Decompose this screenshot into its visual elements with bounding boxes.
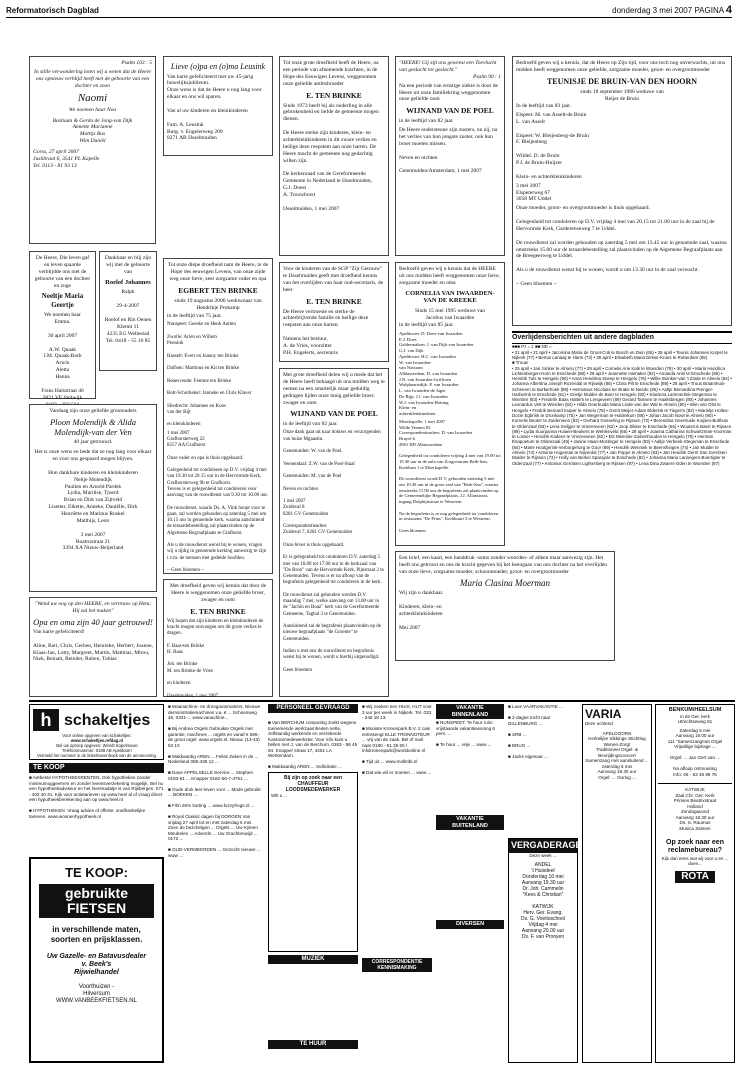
death-ad-teunisje	[512, 56, 732, 326]
years: 40 jaar getrouwd.	[73, 439, 113, 446]
verse: "Wend uw oog op den HEERE, en vertrouw op Hem; Hij zal het maken"	[34, 601, 152, 614]
intro: Na een periode van ernstige ziekte is door de Heere uit onze familiekring weggenomen onze geliefde oom	[399, 82, 498, 103]
bike-ad-address: Voorthuizen - Hilversum WWW.VANBEEKFIETSEN.NL	[56, 983, 137, 1005]
death-ad-cornelia	[395, 262, 505, 546]
age: in de leeftijd van 85 jaar.	[399, 321, 454, 328]
section-vakantie-binnenland: VAKANTIE BINNENLAND	[436, 704, 504, 719]
chauffeur-ad	[268, 772, 358, 952]
sub: sinds 19 augustus 2006 weduwnaar van Hendrikje Prokamp	[174, 297, 262, 311]
promo-title: Op zoek naar een reclamebureau?	[666, 839, 724, 855]
deceased-name: E. TEN BRINKE	[306, 296, 362, 306]
body: De Heere ondersteune zijn zusters, nu zij, na het verlies van hun jongste zuster, ook hun broer moeten missen. Neven en nichten Genemuiden/Amsterdam, 1 mei 2007	[399, 127, 498, 175]
body: Van harte gefeliciteerd! Aline, Bart, Chris, Gerben, Henrieke, Herbert, Joanne, Klaas-Jan, Lotty, Margreet, Martin, Matthias, Mirou, Niek, Reinalt, Reinder, Ruben, Tobias	[33, 628, 153, 663]
deceased-name: WIJNAND VAN DE POEL	[290, 409, 378, 419]
age: in de leeftijd van 82 jaar.	[399, 118, 454, 125]
body: Moerkapelle, 1 mei 2007 Wilde Veenen 83 Correspondentieadres: D. van Iwaarden Bruyel 6 2861 HD Albiasserdam Gelegenheid tot condoleren vrijdag 4 mei van 19.00 tot 19.30 uur in de aula van Zorgcentrum Beth-San, Kerklaan 1 te Moerkapelle. De rouwdienst wordt D.V. gehouden zaterdag 5 mei om 10.30 uur in de grote zaal van "Beth-San", waarna omstreeks 11.00 uur de begrafenis zal plaatsvinden op de Gemeentelijke Begraafplaats, J.J. Allanstraat, ingang Dolphijnstraat te Westeem. Na de begrafenis is er nog gelegenheid tot condoleren in restaurant "De Prins", Kerkbuurt 3 te Westeem. Geen bloemen	[399, 418, 501, 533]
section-correspondentie: CORRESPONDENTIE KENNISMAKING	[362, 958, 432, 972]
agenda-body: ANDEL 't Huisdeel Donderdag 10 mei Aanvang 19.30 uur Dr. Joh. Cammelin "Kees & Christian" KATWIJK Herv. Ger. Evang. Ds. G. Voetioschool Vrijdag 4 mei Aanvang 20.00 uur Ds. F. van Prooyen	[521, 862, 565, 941]
body: Wij hopen dat zijn kinderen en kleinkinderen de kracht mogen ontvangen om dit grote verlies te dragen. F. Baas-ten Brinke H. Baas Joh. ten Brinke M. ten Brinke-de Vries en kinderen IJsselmuiden, 1 mei 2007	[167, 618, 264, 699]
rota-logo: ROTA	[675, 871, 715, 883]
brand-name: schakeltjes	[64, 712, 151, 729]
classifieds-col4: ■ Wij zoeken een HUIS, HUT voor 3 uur per week in Nijkerk. Tel. 033 - 245 18 13. ■ Mooiste Kronenpark B.V. 2 cais entrekengt ELLE TRONNOTEUR ... vrij van de zaak. Bel of mail naar 0180 - 51 36 65 / infokronenpark@worldonline.nl ■ Tijd uit ... www.molkritk.nl ■ Dat wie wil er moeten ... www ...	[362, 704, 432, 775]
brand-info: Voor online opgeven van schakeltjes: www.schakeltjes.refdag.nl Bel uw oproep opgeven: Wendt Kopelmuwe Telefoonnummer: 0188 AB Apeldoorn Vermeld het nummer in de linkerbovenhoek van de annoncering.	[37, 733, 157, 759]
bike-ad-title: TE KOOP:	[65, 865, 128, 880]
agenda-title: VERGADERAGENDA	[509, 839, 577, 853]
schakeltjes-logo: h	[33, 709, 59, 731]
sub: sinds 18 september 1986 weduwe van Reijer de Bruin	[580, 89, 664, 103]
death-ad-egbert-ten-brinke	[163, 258, 273, 574]
intro: Vandaag zijn onze geliefde grootouders	[49, 408, 137, 414]
deceased-name: Maria Clasina Moerman	[460, 577, 550, 588]
age: in de leeftijd van 82 jaar.	[283, 421, 338, 428]
details: Ralph 29-4-2007 Roelof en Rin Oenen Klemit 11 4235 EG Wellestad Tel. 0418 - 55 10 85	[104, 289, 152, 344]
headline: Opa en oma zijn 40 jaar getrouwd!	[33, 616, 153, 627]
varia-right-section	[655, 704, 735, 1063]
child-name: Roelof Johannes	[105, 278, 151, 286]
intro: Dankbaar en blij zijn wij met de geboorte van	[104, 255, 152, 275]
agenda-sub: Deze week ...	[529, 852, 557, 858]
chauffeur-ad-body: Wilt u ...	[271, 793, 288, 798]
anniversary-ad-molendijk	[29, 404, 157, 592]
bike-ad-shop: Uw Gazelle- en Batavusdealer v. Beek's Rijwielhandel	[46, 952, 147, 977]
anniversary-ad-opa-oma	[29, 597, 157, 697]
varia-title: VARIA	[585, 707, 622, 721]
deceased-name: EGBERT TEN BRINKE	[178, 285, 258, 295]
deceased-name: CORNELIA VAN IWAARDEN- VAN DE KREEKE	[405, 289, 495, 305]
bike-ad-headline: gebruikte FIETSEN	[39, 884, 154, 919]
varia-section	[582, 704, 652, 1063]
family: Nunspeet: Geeske en Henk Aarten Zwolle: Arien en Willem Pennink Hasselt: Evert en Jeanny ten Brinke Dalfsen: Martinus en Kit ten Brinke Renesveude: Femme ten Brinke Bolt-Scholtiekel: Janneke en Chris Klaver Sliedrecht: Johannes en Koos van der Bijt en kleinkinderen	[167, 322, 252, 428]
thanks-ad-moerman	[395, 551, 615, 661]
varia-katwijk: KATWIJK Zaal Chr. Ger. Kerk Prinses Beatrixstraat Holland Zondagavond Aanvang 18.30 uur Ds. S. Raumus Musica Zalmen	[658, 783, 732, 831]
deceased-name: E. TEN BRINKE	[190, 606, 246, 616]
deceased-name: E. TEN BRINKE	[306, 90, 362, 100]
varia-body: APELDOORN Kerkelijke Sikkinge Stichting Wonen-Zorgt Traditioneel Orgel- & Bevrijdingsconcert Samenzang met aansluitend ... zaterdag 5 mei Aanvang 19.30 uur Orgel: ... Oorlog ...	[585, 730, 649, 780]
body: Wij zijn u dankbaar. Kinderen, klein- en achterkleinkinderen Mei 2007	[399, 590, 444, 631]
intro: Voor de kinderen van de SGP "Zijt Getrouw" te IJsselmuiden geeft met droefheid kennis van het overlijden van haar oud-secretaris, de heer	[283, 266, 384, 293]
body: Onze dank gaat uit naar dokters en verzorgenden van huize Mgaastin. Genemuiden: W. van de Poel. Veenendaal: Z.W. van de Poel-Staal Genemuiden: M. van de Poel Neven en nichten 1 mei 2007 Zuideval 8 8281 GV Genemuiden Correspondentieadres Zuideval 7, 8281 GV Genemuiden Onze broer is thuis opgebaard. Er is gelegenheid tot condoleren D.V. zaterdag 5 mei van 16.00 tot 17.00 uur in de kerkzaal van "De Bron" van de Hervormde Kerk, Pijnstraat 2 te Genemuiden. Tevens is er na afloop van de begrafenis gelegenheid tot condoleren in de kerk. De rouwdienst zal gehouden worden D.V. maandag 7 mei, welke aanvang om 13.00 uur in de "Jachin en Boaz" kerk van de Gereformeerde Gemeente, Tagbal 3 te Genemuiden. Aansluitend zal de begrafenis plaatsvinden op de nieuwe begraafplaats "de Groente" te Genemuiden. Indien u met ons de rouwdienst en begrafenis wenst bij te wonen, wordt u hierbij uitgenodigd. Geen bloemen	[283, 430, 384, 673]
body: De Heere vertroeste en sterke de achterblijvende familie en heilige deze roepsten aan onze harten. Namens het bestuur, A. de Vries, voorzitter P.H. Engelerts, secretaris	[283, 308, 369, 356]
classifieds-divider	[29, 700, 735, 702]
anniversary-ad-leusink	[163, 56, 273, 156]
birth-ad-naomi	[29, 56, 156, 244]
address: 3 mei 2007 Elspeterweg 67 3058 MT Uddel	[516, 182, 552, 203]
intro: Bedroefd geven wij u kennis dat de HEERE uit ons midden heeft weggenomen onze lieve, zorgzame moeder en oma	[399, 266, 500, 286]
section-muziek: MUZIEK	[268, 955, 358, 964]
section-vakantie-buitenland: VAKANTIE BUITENLAND	[436, 815, 504, 830]
meeting-agenda-ad	[508, 838, 602, 1063]
chauffeur-ad-title: Bij zijn op zoek naar een CHAUFFEUR LOODSMEDEWERKER	[283, 775, 343, 793]
section-diversen: DIVERSEN	[436, 920, 504, 929]
death-ad-wijnand-nephews	[395, 56, 505, 256]
family: Elspeet: M. van Asselt-de Bruin L. van Asselt Elspeet: W. Bleijenberg-de Bruin F. Bleijenberg Wildel: D. de Bruin P.J. de Bruin-Huijzer Klein- en achterkleinkinderen	[516, 111, 589, 180]
body: 1 mei 2007 Grafhorsterweg 22 8257 AA Grafhorst Onze vader en opa is thuis opgebaard. Gelegenheid tot condoleren op D.V. vrijdag 4 mei van 19.30 tot 20.15 uur in de Hervormde Kerk, Grafhorsterweg 9b te Grafhorst. Tevens is er gelegenheid tot condoleren voor aanvang van de rouwdienst van 9.30 tot 10.00 uur. De rouwdienst, waarin Ds. A. Vink hoopt voor te gaan, zal worden gehouden op zaterdag 5 mei om 10.15 uur in genoemde kerk, waarna aansluitend de teraardebestelling zal plaatsvinden op de Algemene Begraafplaats te Grafhorst. Als u de rouwdienst wenst bij te wonen, vragen wij u tijdig in genoemde kerking aanwezig te zijn i.v.m. de mensen met gedelde hoofden. ~ Geen bloemen ~	[167, 430, 268, 573]
section-title: Overlijdensberichten uit andere dagbladen	[512, 331, 732, 344]
classifieds-col1: ■ Aetbeste HYPOTHEEKRENTEN. Ook hypotheken zonder minimumoggeerven en zonder levensverzekering mogelijk. Bel nu een hypotheekadviseur en het hierimadatje is van Rijsbergen. 071 - 402 40 31. Kijk voor actietarieven op www.heel al of vraag direct een hypotheekberekening aan op www.heel.nl ■ HYPOTHEKEN. Vraag advies of offerte: onafhankelijke tarieven. www.woonenhypotheek.nl	[29, 775, 164, 819]
intro: In stille verwondering loten wij u weten dat de Heere ons opnieuw verblijd heeft met de geboorte van een dochter en zoon	[34, 68, 151, 89]
newspaper-name: Reformatorisch Dagblad	[6, 6, 99, 15]
brand-url: www.schakeltjes.refdag.nl	[70, 738, 124, 744]
deaths-other-papers	[512, 331, 732, 546]
birth-ad-roelof	[99, 251, 157, 371]
headline: Lieve (o)pa en (o)ma Leusink	[170, 62, 266, 71]
body: Van harte gefeliciteerd met uw 45-jarig huwelijksjubileum. Onze wens is dat de Heere u nog lang voor elkaar en ons wil sparen. Van al uw kinderen en kleinkinderen Fam. A. Leusink Burg. v. Engelenweg 209 8271 AB IJsselmuiden	[167, 73, 262, 142]
family: Apeldoorn: D. Does-van Iwaarden E.J. Does Geldermalsen: J. van Dijk-van Iwaarden G.J. van Dijk Apeldoorn: H.C. van Iwaarden W. van Iwaarden- van Nassauw Alblasserdam: D. van Iwaarden J.N. van Iwaarden-Griffioen Wolphaartsdijk: P. van Iwaarden L. van Iwaarden-de Jager De Bijp: J.J. van Iwaarden W.J. van Iwaarden-Hotting Klein- en achterkleinkinderen	[399, 330, 474, 417]
family: Bastiaan & Gerda de Jong-van Dijk Annette Marianne Mattijs Bas Wim Daniël	[52, 117, 133, 145]
varia-right-sub: in de Ger. kerk Utrechtseweg 81	[677, 713, 713, 725]
child-name: Neeltje Maria Geertje	[41, 292, 84, 309]
classifieds-col5: ■ NUNSPEET. Te huur ruim vrijstaande vakantiewoning 6 pers. ... ■ Te huur ... vrije ... www ...	[436, 720, 495, 747]
classifieds-col6: ■ Luxe VAARVAKANTIE ... ■ 2-dagse tocht naar DILLENBURG ... ■ SRB ... ■ BRUG ... ■ Jacks eigenaar ...	[508, 704, 563, 759]
verse: Psalm 103 : 5	[121, 60, 152, 66]
sub: Sinds 15 mei 1995 weduwe van Jacobus van Iwaarden	[414, 308, 486, 322]
death-ad-sgp	[279, 262, 389, 362]
classifieds-col3: ■ Van BERCHUM computing zoekt wegens toenemende werkzaamheden nette, zelfstandig werkende en verzekerde Kantoormedewerkster. Voor info kunt u bellen met J. van de Berchum, 0183 - 56 45 94. Knapper straat 17, 4251 LA Werkendam. ■ Makkaardig AREN ... Sollicitatie ...	[268, 720, 358, 769]
death-ad-wijnand-family	[279, 368, 389, 697]
intro: De Heere, Die leven gaf en leven spaarde verblijdde ons met de geboorte van een dochter en zuge	[34, 255, 91, 289]
deceased-name: WIJNAND VAN DE POEL	[406, 106, 494, 116]
deceased-name: TEUNISJE DE BRUIN-VAN DEN HOORN	[546, 76, 698, 86]
classifieds-col2: ■ Waanachine- en droogautomatens. Nieuwe demonstratiemachines v.a. € ... Schoenweg 48, 0341-... www.vanachine... ■ Bij Andrea Orgels Gebruikte Orgels met garantie, machines ... orgels en vanaf € 599,- de groot orgel. www.orgels.nl. Nieuw. (13-43) 63 10 ■ Makkaardig AREN ... Feliss Zaken in de ... Nederland 085-438 12 ... ■ Dave APPELSELLE Service ... Stephen 0183-51 ... Knapper 0182-56-7-4751 ... ■ Oude druk leer-leven voor ... Mode gebruikt ... BOEKEN ... ■ Film 26% korting ... www.fuzzyfrogs.nl ... ■ Royal Classic dagen bij DORGEN Van vrijdag 27 april tot en met zaterdag 5 mei. Zoen de bezchelgen ... Orgels ... Uw Kyleen Meubelen ... Adverdn ... Uw Grachtenwijd ... 0172 ... ■ OUD-VERMEERDEN ... Gezocht nieuwe ... www ...	[168, 704, 261, 858]
child-name: Naomi	[77, 91, 108, 104]
birth-ad-emma	[29, 251, 96, 399]
body: Sinds 1973 heeft hij als ouderling in alle gebrokenheid en liefde de gemeente mogen dienen. De Heere sterke zijn kinderen, klein- en achterkleinkinderen in dit zware verlies en heilige deze roepstem aan onze harten. De Heere mocht de gemeente nog gedachtig willen zijn. De kerkenraad van de Gereformeerde Gemeente in Nederland te IJsselmuiden, G.J. Doest A. Trouwborst IJsselmuiden, 1 mei 2007	[283, 102, 379, 212]
promo-body: Kijk dan eens wat wij voor u en ... doen...	[661, 855, 729, 867]
intro: Tot onze grote droefheid heeft de Heere, na een periode van afnemende krachten, in de Hope des Eeuwigen Levens, weggenomen onze geliefde ambtsbroeder	[283, 60, 379, 87]
intro: Een brief, een kaart, een handdruk -soms zonder woorden- of alleen maar aanwezig zijn. Het heeft ons getroost en ons de kracht gegeven bij het heengaan van ons dochter na het overlijden van onze lieve, zorgzame moeder, schoonmoeder, groot- en overgrootmoeder	[399, 555, 608, 575]
age: In de leeftijd van 83 jaar.	[516, 103, 571, 110]
intro: Met grote droefheid delen wij u mede dat het de Heere heeft behaagd uit ons midden weg te nemen na een smartelijk maar geduldig gedragen lijden onze innig geliefde broer, zwager en oom	[283, 372, 385, 406]
body: Onze moeder, groot- en overgrootmoeder is thuis opgebaard. Gelegenheid tot condoleren op D.V. vrijdag 4 mei van 20.15 tot 21.00 uur in de zaal bij de Hervormde Kerk, Garderenseweg 7 te Uddel. De rouwdienst zal worden gehouden op zaterdag 5 mei om 13.45 uur in genoemde zaal, waarna omstreeks 15.00 uur de teraardebestelling zal plaatsvinden op de Algemene Begraafplaats aan de Breegeerweg te Uddel. Als u de rouwdienst wenst bij te wonen, wordt u om 13.30 uur in de zaal verwacht. ~ Geen bloemen ~	[516, 205, 727, 287]
section-te-koop: TE KOOP	[29, 763, 164, 773]
intro: Tot onze diepe droefheid nam de Heere, in de Hope des eeuwigen Levens, van onze zijde weg onze lieve, zeer zorgzame vader en opa	[167, 262, 269, 282]
classifieds-brand	[29, 704, 164, 760]
details: We noemen haar Emma. 30 april 2007 A.W. Quaak J.M. Quaak-Both Arwin Aletta Hanna Frans Halsstraat 46 3821 VE Stolwijk	[41, 312, 84, 401]
address: Gorss, 27 april 2007 Juslibraat 6, 3541 PL Kapelle Tel. 0113 - 81 93 13	[33, 149, 100, 169]
death-ad-kerkenraad	[279, 56, 389, 256]
page-date: donderdag 3 mei 2007 PAGINA 4	[612, 4, 732, 16]
deaths-list: ■■■ Pz = 1 ■■ ND = • 21 april • 21 april • Jacomina Maria de Groot-Cok te Busch en Duin (65) • 28 april • Teunis Johannes Korpel te Nijkerk (77) • Bertus Lanaaij te Harm (72) • 30 april • Elisabeth Maria Dirkse-Kroes te Rotterdam (65) ■ Trouw • 25 april • Jan Jonker te Almelo (77) • 29 april • Cornelis Arie Kalk te Woerden (78) • 30 april • Maria Hendrica Lichtenbergen-Horn te Enschede (88) • 29 april • Jeannette Hamaker (82) • Amanda Ariel te Enschede (86) • Hendrik Tuls te Hengelo (90) • Anna Hendrina Sneep te Hengelo (76) • Willie Boinker-van 't Zinde te Almelo (84) • Johanna Albertina Joseph Rozendal te Rijswijk (85) • Clara Pilt te Enschede (89) • 29 april • Truus Braamhuis-Scheeren te Borkerhoek (88) • Hermanus Nicolaas ter Brake te Neede (85) • Aaltje Bernardina Prenger-Harberink te Enschede (81) • Grietje Mulder-de Boer te Hengelo (92) • Klaziena Lammertink-Stegeman te Wierden (83) • Frederik Baas Hattem te Lengeveen (89) Gerard Tamsen te Haaksbergen (80) • Johannes Leonardus Velt te Wierden (84) • Hilda Geertruida Maria Linde-van der Wal te Almelo (80) • Wim van Olst te Hengelo • Fredrik Bernard Kuiper te Almelo (79) • Gerrit Meijer-Adam Elderink te Tiegerm (82) • Marietje Holtes-Dozie Egbrink te Dronkamp (75) • Jan Wegerman te Holderkum (88) • Johan Jacob Nowl te Almelo (90) • Kornelis Beuter te Zuiderveen (82) • Gerhard Gosseling te Rijssen (72) • Berendina Geertruide Koijsen-Bulthuis te Oldenzaal (83) • Lena Seiljger te Vriezenveen (62) • Joop Sikker te Enschede (66) • Wouterus Baert te Rijssen (89) • Lydia Suurpanna Hoiaen-Beukers te Wehlenveld (66) • 28 april • Joanna Catharina Schwartzman-Voorman te Losser • Hendrik Kadees te Vriezenveen (82) • Els Meinsler-Zuibenhouden te Hengelo (79) • Herman Enapoetum te Oldenzaal (49) • Janine Haan-Mostinger te Hengelo (83) • Aaltje Verbeek-Stegeman te Enschede (84) • Marie Hootgerink-Verborgehorg te Goor (89) • Hendrik Wennink te Beenshingen (74) • Jan Mulder te Almelo (74) • Antonie Hogeman te Nijverdal (77) • Jan Poppe te Almelo (83) • Jan Hendrik Gerrit San Gerritsen Mulder te Rijssen (73) • Holly van Berkel Sparajolo te Enschede (82) • Johanna Maria Lannegem-Boertigter te Oldenzaal (77) • Antonius Gerritsen Lightenberg te Rijssen (87) • Lena Dina Zwaers-Oden te Woerden (87)	[512, 344, 732, 466]
death-ad-e-ten-brinke-family	[163, 579, 273, 697]
body: Het is onze wens en bede dat ze nog lang voor elkaar en voor ons gespaard mogen blijven. Hun dankbare kinderen en kleinkinderen Neltje Molendijk Paulien en Arnold Pardek Lydia, Marilise, Tjoerd Brian en Dirk van Zijtveld Lisetter, Elkette, Anneke, Daniëlle, Dirk Henriëtte en Marinus Roskel Matthijs, Leon 3 mei 2007 Boatruxtraat 21 3394 XA Nieuw-Beijerland	[34, 449, 152, 552]
verse-ref: Psalm 90 : 1	[473, 73, 501, 80]
bike-ad-body: in verschillende maten, soorten en prijsklassen.	[50, 925, 143, 944]
varia-right-body: Zaterdag 5 mei Aanvang 19.00 uur 111 "Samenzangmet Orgel Vrijwillige bijdrage ... Orgel: ... Jan Gert van ... Na afloop ontmoeting Info: 06 - 53 46 88 76	[667, 727, 723, 777]
section-te-huur: TE HUUR	[268, 1040, 358, 1049]
bike-ad	[29, 857, 164, 1063]
varia-right-title: BENKUM/HEELSUM	[668, 707, 722, 713]
age: in de leeftijd van 75 jaar.	[167, 313, 222, 320]
nickname: We noemen haar Noa	[68, 106, 117, 113]
varia-sub: Deze ochtend	[585, 721, 613, 727]
intro: Met droefheid geven wij kennis dat door de Heere is weggenomen onze geliefde broer, zwager en oom	[169, 583, 267, 603]
intro: Bedroefd geven wij u kennis, dat de Heere op Zijn tijd, voor ons toch nog onverwachts, uit ons midden heeft weggenomen onze geliefde, zorgzame moeder, groot- en overgrootmoeder	[516, 60, 725, 73]
verse: "HEERE! Gij zijt ons geweest een Toevlucht van geslacht tot geslacht."	[399, 60, 497, 73]
couple-name: Ploon Molendijk & Alida Molendijk-van der Ven	[49, 416, 136, 438]
section-personeel: PERSONEEL GEVRAAGD	[268, 704, 358, 713]
